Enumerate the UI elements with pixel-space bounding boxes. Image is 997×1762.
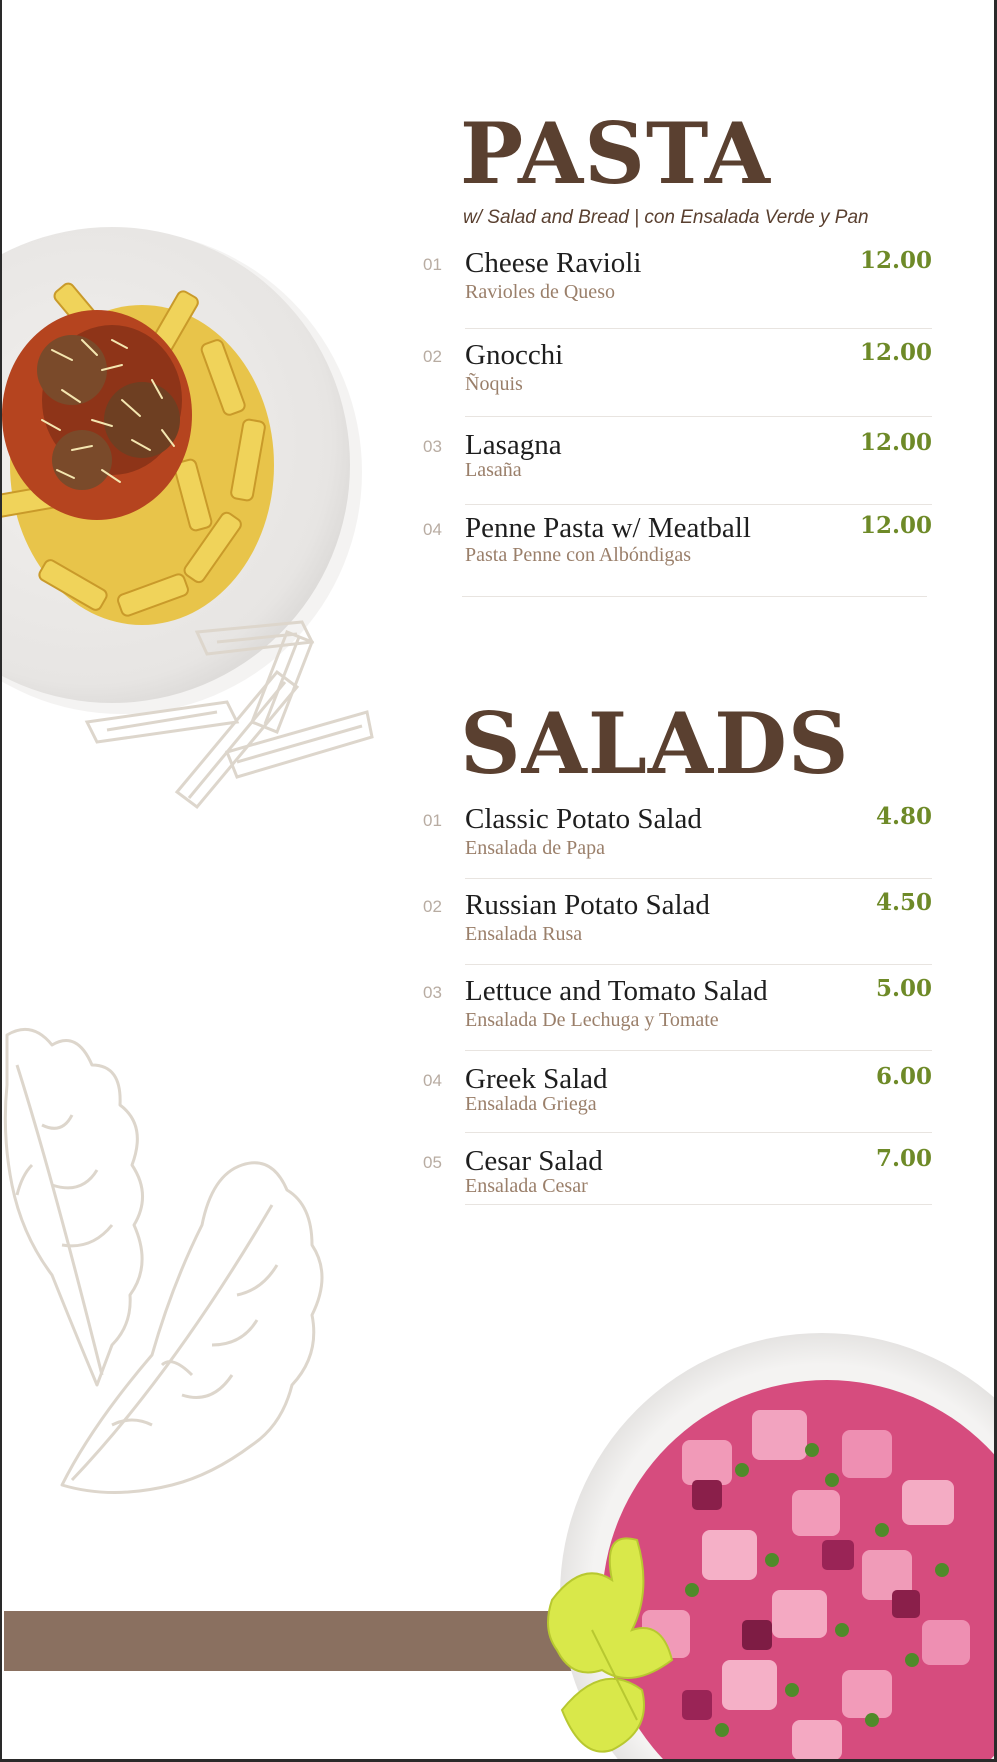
pasta-section-title: PASTA: [460, 104, 771, 203]
item-number: 04: [423, 520, 442, 539]
divider: [465, 1204, 932, 1205]
menu-item: [412, 247, 932, 317]
menu-item: [412, 512, 932, 582]
divider: [465, 1050, 932, 1051]
item-price: 12.00: [859, 512, 932, 539]
item-name: Lasagna: [465, 429, 562, 461]
pasta-subtitle: w/ Salad and Bread | con Ensalada Verde y Pan: [463, 207, 869, 228]
menu-item: [412, 803, 932, 873]
item-name: Lettuce and Tomato Salad: [465, 975, 768, 1007]
menu-item: [412, 889, 932, 959]
item-price: 5.00: [875, 975, 932, 1002]
russian-salad-bowl-image: [542, 1330, 997, 1762]
item-number: 03: [423, 437, 442, 456]
divider: [465, 878, 932, 879]
item-translation: Ravioles de Queso: [465, 281, 615, 303]
item-number: 04: [423, 1071, 442, 1090]
divider: [465, 328, 932, 329]
item-translation: Lasaña: [465, 459, 522, 481]
salads-section-title: SALADS: [460, 694, 850, 793]
item-number: 05: [423, 1153, 442, 1172]
item-name: Penne Pasta w/ Meatball: [465, 512, 751, 544]
item-translation: Pasta Penne con Albóndigas: [465, 544, 692, 566]
item-name: Cheese Ravioli: [465, 247, 642, 279]
item-price: 7.00: [875, 1145, 932, 1172]
decorative-band: [4, 1611, 624, 1671]
penne-sketch-icon: [77, 612, 377, 812]
item-name: Gnocchi: [465, 339, 564, 371]
divider: [465, 416, 932, 417]
item-price: 4.80: [875, 803, 932, 830]
item-translation: Ensalada De Lechuga y Tomate: [465, 1009, 719, 1031]
divider: [465, 964, 932, 965]
divider: [465, 504, 932, 505]
item-translation: Ensalada de Papa: [465, 837, 605, 859]
item-translation: Ensalada Rusa: [465, 923, 583, 945]
lettuce-sketch-icon: [2, 1025, 342, 1505]
menu-item: [412, 1063, 932, 1133]
item-price: 12.00: [859, 247, 932, 274]
item-translation: Ñoquis: [465, 373, 523, 395]
item-number: 01: [423, 811, 442, 830]
menu-item: [412, 339, 932, 409]
item-name: Cesar Salad: [465, 1145, 603, 1177]
menu-item: [412, 429, 932, 499]
divider: [462, 596, 927, 597]
item-number: 02: [423, 347, 442, 366]
item-name: Classic Potato Salad: [465, 803, 702, 835]
item-translation: Ensalada Griega: [465, 1093, 597, 1115]
item-translation: Ensalada Cesar: [465, 1175, 588, 1197]
menu-item: [412, 975, 932, 1045]
item-price: 4.50: [875, 889, 932, 916]
item-name: Russian Potato Salad: [465, 889, 710, 921]
item-number: 03: [423, 983, 442, 1002]
item-price: 6.00: [875, 1063, 932, 1090]
item-number: 01: [423, 255, 442, 274]
item-name: Greek Salad: [465, 1063, 608, 1095]
item-price: 12.00: [859, 429, 932, 456]
item-number: 02: [423, 897, 442, 916]
divider: [465, 1132, 932, 1133]
item-price: 12.00: [859, 339, 932, 366]
